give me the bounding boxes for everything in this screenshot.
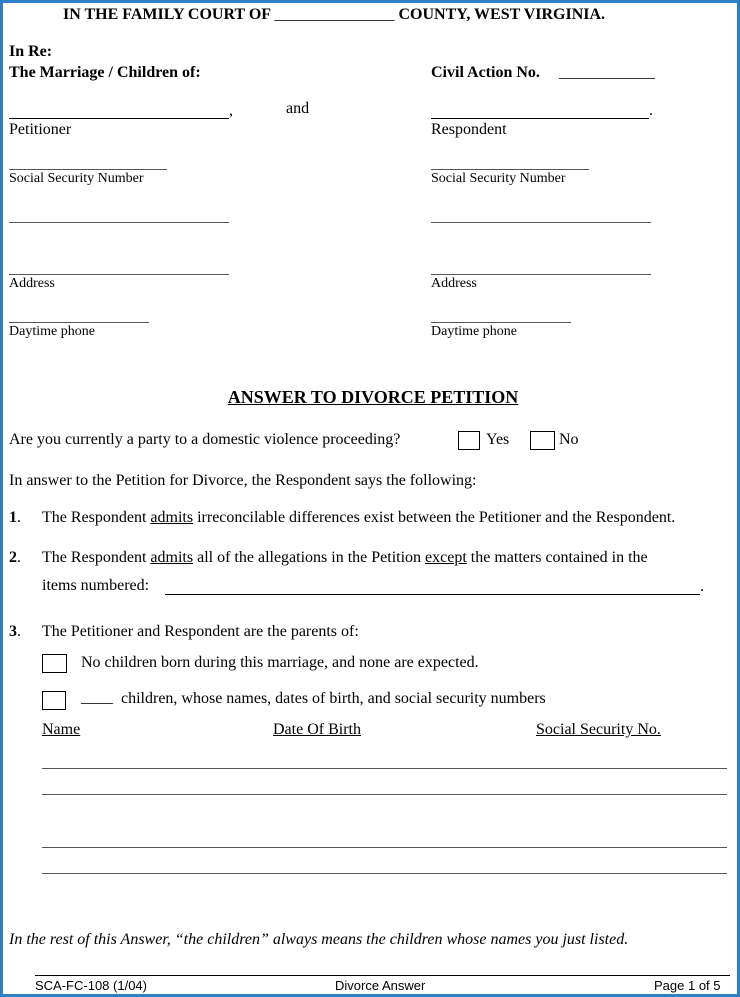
civil-action-field[interactable]: ____________	[559, 64, 655, 81]
footer-form-name: Divorce Answer	[335, 978, 426, 993]
child-line-2[interactable]	[42, 794, 727, 795]
col-dob-header: Date Of Birth	[273, 721, 361, 738]
county-blank[interactable]: _______________	[274, 6, 395, 23]
no-children-checkbox[interactable]	[42, 654, 67, 673]
respondent-address-line-1[interactable]	[431, 222, 651, 223]
respondent-period: .	[649, 102, 653, 119]
document-title: ANSWER TO DIVORCE PETITION	[227, 387, 519, 407]
marriage-label: The Marriage / Children of:	[9, 64, 201, 81]
petitioner-address-label: Address	[9, 276, 55, 291]
respondent-address-label: Address	[431, 276, 477, 291]
petitioner-phone-label: Daytime phone	[9, 324, 95, 339]
item-2-admits: admits	[150, 549, 194, 566]
no-children-label: No children born during this marriage, and none are expected.	[81, 654, 479, 671]
court-prefix: IN THE FAMILY COURT OF	[63, 6, 271, 23]
intro-text: In answer to the Petition for Divorce, the Respondent says the following:	[9, 472, 477, 489]
item-2-except: except	[425, 549, 467, 566]
court-header	[63, 6, 605, 24]
respondent-ssn-label: Social Security Number	[431, 171, 566, 186]
dv-no-label: No	[559, 431, 579, 448]
respondent-name-field[interactable]	[431, 118, 649, 119]
dv-question-text: Are you currently a party to a domestic violence proceeding?	[9, 431, 401, 448]
respondent-ssn-field[interactable]	[431, 169, 589, 170]
footer-form-id: SCA-FC-108 (1/04)	[35, 978, 147, 993]
col-ssn-header: Social Security No.	[536, 721, 661, 738]
closing-note: In the rest of this Answer, “the children” always means the children whose names you just listed.	[9, 931, 629, 948]
footer-rule	[35, 975, 730, 976]
child-line-1[interactable]	[42, 768, 727, 769]
footer-page-number: Page 1 of 5	[654, 978, 721, 993]
in-re-label: In Re:	[9, 43, 53, 60]
respondent-label: Respondent	[431, 121, 507, 138]
items-numbered-field[interactable]	[165, 594, 700, 595]
item-1-number: 1.	[9, 509, 21, 526]
and-label: and	[286, 100, 310, 117]
item-1-admits: admits	[150, 509, 194, 526]
child-line-3[interactable]	[42, 847, 727, 848]
col-name-header: Name	[42, 721, 81, 738]
civil-action-label: Civil Action No.	[431, 64, 540, 81]
petitioner-ssn-label: Social Security Number	[9, 171, 144, 186]
children-label: children, whose names, dates of birth, and social security numbers	[121, 690, 546, 707]
petitioner-comma: ,	[229, 102, 233, 119]
petitioner-address-line-1[interactable]	[9, 222, 229, 223]
item-3-number: 3.	[9, 623, 21, 640]
item-3-text: The Petitioner and Respondent are the parents of:	[42, 623, 359, 640]
petitioner-name-field[interactable]	[9, 118, 229, 119]
items-numbered-label: items numbered:	[42, 577, 150, 594]
respondent-phone-label: Daytime phone	[431, 324, 517, 339]
children-count-field[interactable]: ____	[81, 689, 113, 706]
respondent-address-line-2[interactable]	[431, 274, 651, 275]
petitioner-address-line-2[interactable]	[9, 274, 229, 275]
child-line-4[interactable]	[42, 873, 727, 874]
petitioner-ssn-field[interactable]	[9, 169, 167, 170]
item-2-text: The Respondent admits all of the allegations in the Petition except the matters contained in the	[42, 549, 648, 566]
dv-no-checkbox[interactable]	[530, 431, 555, 450]
court-suffix: COUNTY, WEST VIRGINIA.	[398, 6, 606, 23]
item-1-text: The Respondent admits irreconcilable differences exist between the Petitioner and the Respondent.	[42, 509, 676, 526]
children-checkbox[interactable]	[42, 691, 66, 710]
items-numbered-period: .	[700, 578, 704, 595]
dv-yes-checkbox[interactable]	[458, 431, 480, 450]
petitioner-label: Petitioner	[9, 121, 72, 138]
item-2-number: 2.	[9, 549, 21, 566]
dv-yes-label: Yes	[486, 431, 510, 448]
respondent-phone-field[interactable]	[431, 322, 571, 323]
petitioner-phone-field[interactable]	[9, 322, 149, 323]
